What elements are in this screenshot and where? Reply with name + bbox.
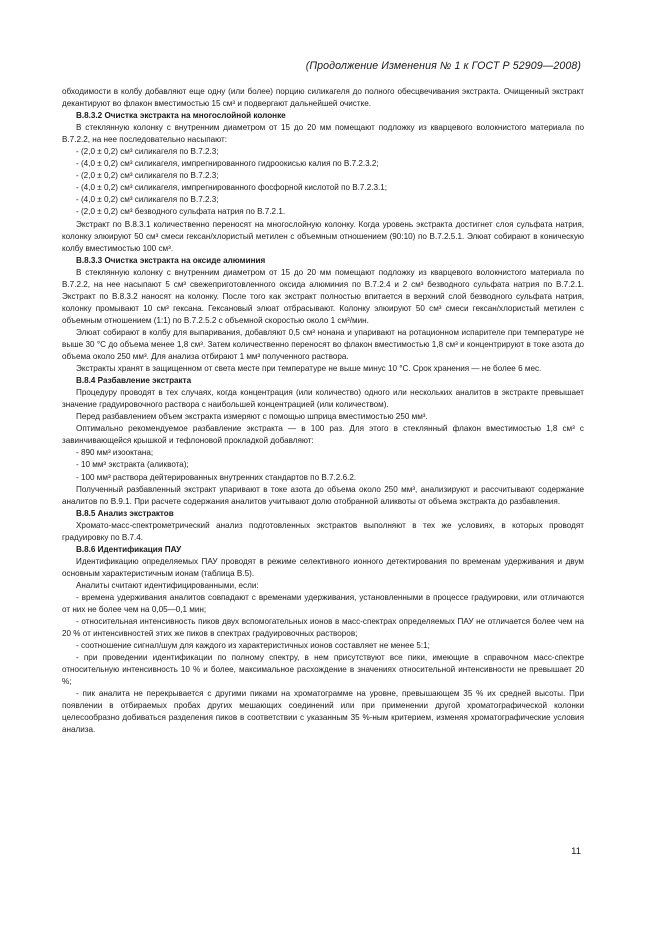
paragraph: Хромато-масс-спектрометрический анализ подготовленных экстрактов выполняют в тех же условиях, в которых проводят градуировку по В.7.4. [62,520,584,542]
paragraph: Процедуру проводят в тех случаях, когда концентрация (или количество) одного или нескольких аналитов в экстракте превышает значение градуировочного раствора с наибольшей концентрацией (или количеством). [62,388,584,410]
list-item: - (2,0 ± 0,2) см³ безводного сульфата натрия по В.7.2.1. [76,207,286,217]
list-item: - (2,0 ± 0,2) см³ силикагеля по В.7.2.3; [76,147,219,157]
section-heading: В.8.4 Разбавление экстракта [76,376,192,386]
running-header: (Продолжение Изменения № 1 к ГОСТ Р 52909—2008) [305,60,581,72]
section-heading: В.8.3.3 Очистка экстракта на оксиде алюминия [76,255,266,265]
paragraph: - относительная интенсивность пиков двух вспомогательных ионов в масс-спектрах определяемых ПАУ не отличается более чем на 20 % от интенсивностей этих же пиков в спектрах градуировочных растворов; [62,617,584,639]
paragraph: - пик аналита не перекрывается с другими пиками на хроматограмме на уровне, превышающем 35 % их средней высоты. При появлении в отбираемых пробах других мешающих соединений или при применении другой хроматографической колонки целесообразно добиваться разделения пиков в соответствии с указанным 35 %-ным критерием, изменяя хроматографические условия анализа. [62,689,584,735]
paragraph: В стеклянную колонку с внутренним диаметром от 15 до 20 мм помещают подложку из кварцевого волокнистого материала по В.7.2.2, на нее насыпают 5 см³ свежеприготовленного оксида алюминия по В.7.2.4 и 2 см³ безводного сульфата натрия по В.7.2.1. Экстракт по В.8.3.2 наносят на колонку. После того как экстракт полностью впитается в верхний слой безводного сульфата натрия, колонку промывают 10 см³ гексана. Гексановый элюат отбрасывают. Колонку элюируют 50 см³ смеси гексан/хлористый метилен с объемным отношением (1:1) по В.7.2.5.2 с объемной скоростью около 1 см³/мин. [62,267,584,325]
list-item: - 890 мм³ изооктана; [76,448,154,458]
paragraph: В стеклянную колонку с внутренним диаметром от 15 до 20 мм помещают подложку из кварцевого волокнистого материала по В.7.2.2, на нее последовательно насыпают: [62,123,584,145]
section-heading: В.8.6 Идентификация ПАУ [76,544,182,554]
paragraph: Идентификацию определяемых ПАУ проводят в режиме селективного ионного детектирования по временам удерживания и двум основным характеристичным ионам (таблица В.5). [62,556,584,578]
paragraph: Экстракты хранят в защищенном от света месте при температуре не выше минус 10 °С. Срок хранения — не более 6 мес. [76,364,542,374]
section-heading: В.8.5 Анализ экстрактов [76,508,174,518]
paragraph: - соотношение сигнал/шум для каждого из характеристичных ионов составляет не менее 5:1; [76,641,430,651]
document-body [62,86,584,737]
paragraph: - времена удерживания аналитов совпадают с временами удерживания, установленными в процессе градуировки, или отличаются от них не более чем на 0,05—0,1 мин; [62,592,584,615]
list-item: - (4,0 ± 0,2) см³ силикагеля, импрегнированного фосфорной кислотой по В.7.2.3.1; [76,183,388,193]
list-item: - 10 мм³ экстракта (аликвота); [76,460,189,470]
list-item: - (4,0 ± 0,2) см³ силикагеля, импрегнированного гидроокисью калия по В.7.2.3.2; [76,159,379,169]
list-item: - 100 мм³ раствора дейтерированных внутренних стандартов по В.7.2.6.2. [76,472,357,482]
page-number: 11 [571,846,581,857]
paragraph: - при проведении идентификации по полному спектру, в нем присутствуют все пики, имеющие в справочном масс-спектре относительную интенсивность 10 % и более, максимальное расхождение в значениях относительной интенсивности не превышает 20 %; [62,653,584,687]
paragraph: Элюат собирают в колбу для выпаривания, добавляют 0,5 см³ нонана и упаривают на ротационном испарителе при температуре не выше 30 °С до объема менее 1,8 см³. Затем количественно переносят во флакон вместимостью 1,8 см³ и концентрируют в токе азота до объема около 250 мм³. Для анализа отбирают 1 мм³ полученного раствора. [62,327,584,362]
list-item: - (2,0 ± 0,2) см³ силикагеля по В.7.2.3; [76,171,219,181]
paragraph: Аналиты считают идентифицированными, если: [76,580,259,590]
paragraph: Перед разбавлением объем экстракта измеряют с помощью шприца вместимостью 250 мм³. [76,412,428,422]
paragraph: обходимости в колбу добавляют еще одну (или более) порцию силикагеля до полного обесцвечивания экстракта. Очищенный экстракт декантируют во флакон вместимостью 15 см³ и подвергают дальнейшей очистке. [62,87,584,109]
paragraph: Экстракт по В.8.3.1 количественно переносят на многослойную колонку. Когда уровень экстракта достигнет слоя сульфата натрия, колонку элюируют 50 см³ смеси гексан/хлористый метилен с объемным отношением (90:10) по В.7.2.5.1. Элюат собирают в коническую колбу вместимостью 100 см³. [62,219,584,253]
list-item: - (4,0 ± 0,2) см³ силикагеля по В.7.2.3; [76,195,219,205]
section-heading: В.8.3.2 Очистка экстракта на многослойной колонке [76,111,286,121]
paragraph: Полученный разбавленный экстракт упаривают в токе азота до объема около 250 мм³, анализируют и рассчитывают содержание аналитов по В.9.1. При расчете содержания аналитов учитывают долю отобранной аликвоты от объема экстракта до разбавления. [62,484,584,506]
paragraph: Оптимально рекомендуемое разбавление экстракта — в 100 раз. Для этого в стеклянный флакон вместимостью 1,8 см³ с завинчивающейся крышкой и тефлоновой прокладкой добавляют: [62,424,584,446]
